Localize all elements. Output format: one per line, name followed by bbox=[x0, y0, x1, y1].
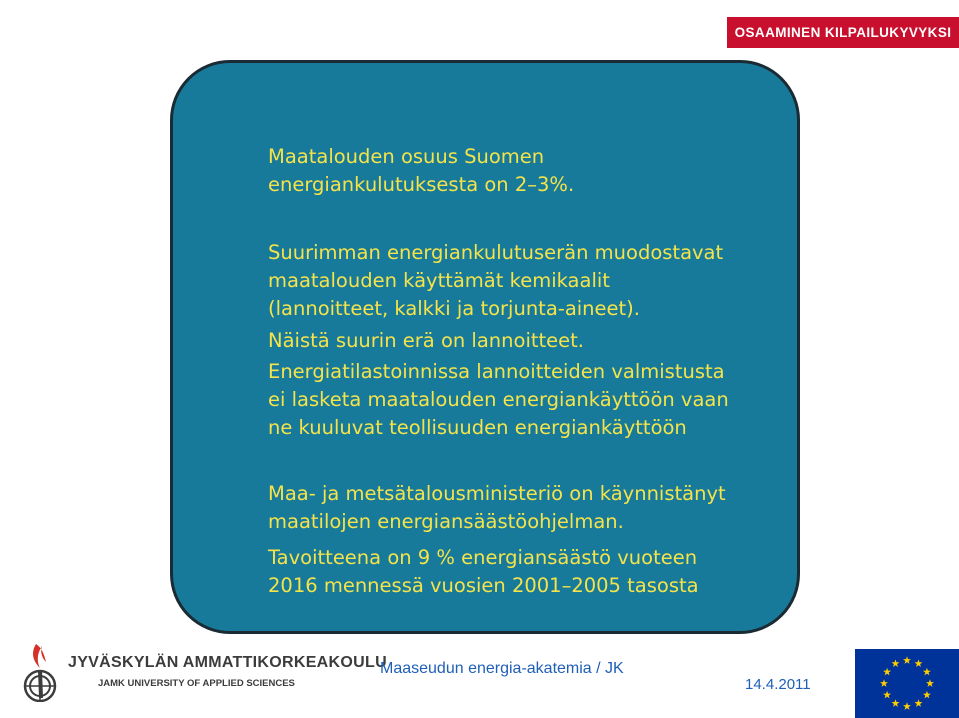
text-line: Suurimman energiankulutuserän muodostavat bbox=[268, 241, 724, 264]
text-line: Tavoitteena on 9 % energiansäästö vuoteen bbox=[268, 546, 698, 569]
header-banner: OSAAMINEN KILPAILUKYVYKSI bbox=[727, 17, 959, 48]
text-line: maatilojen energiansäästöohjelman. bbox=[268, 510, 624, 533]
text-line: Maa- ja metsätalousministeriö on käynnistänyt bbox=[268, 482, 726, 505]
paragraph-ministry bbox=[268, 480, 737, 536]
text-line: 2016 mennessä vuosien 2001–2005 tasosta bbox=[268, 574, 699, 597]
jamk-logo bbox=[18, 640, 387, 705]
text-line: ne kuuluvat teollisuuden energiankäyttöön bbox=[268, 416, 687, 439]
text-line: maatalouden käyttämät kemikaalit bbox=[268, 269, 610, 292]
paragraph-fertilizers bbox=[268, 327, 737, 355]
text-line: Näistä suurin erä on lannoitteet. bbox=[268, 329, 584, 352]
logo-subtitle-text: JAMK UNIVERSITY OF APPLIED SCIENCES bbox=[98, 678, 295, 689]
text-line: Energiatilastoinnissa lannoitteiden valmistusta bbox=[268, 360, 725, 383]
footer-title: Maaseudun energia-akatemia / JK bbox=[380, 660, 624, 677]
eu-flag-icon bbox=[855, 649, 959, 718]
text-line: ei lasketa maatalouden energiankäyttöön vaan bbox=[268, 388, 729, 411]
paragraph-statistics bbox=[268, 358, 737, 442]
text-line: Maatalouden osuus Suomen bbox=[268, 145, 545, 168]
logo-name-text: JYVÄSKYLÄN AMMATTIKORKEAKOULU bbox=[68, 654, 387, 671]
paragraph-target bbox=[268, 544, 737, 600]
content-card bbox=[170, 60, 800, 634]
footer-date: 14.4.2011 bbox=[745, 676, 811, 693]
jamk-emblem-icon bbox=[18, 640, 63, 702]
paragraph-largest-consumption bbox=[268, 239, 737, 323]
paragraph-share bbox=[268, 143, 737, 199]
text-line: energiankulutuksesta on 2–3%. bbox=[268, 173, 575, 196]
text-line: (lannoitteet, kalkki ja torjunta-aineet). bbox=[268, 297, 640, 320]
